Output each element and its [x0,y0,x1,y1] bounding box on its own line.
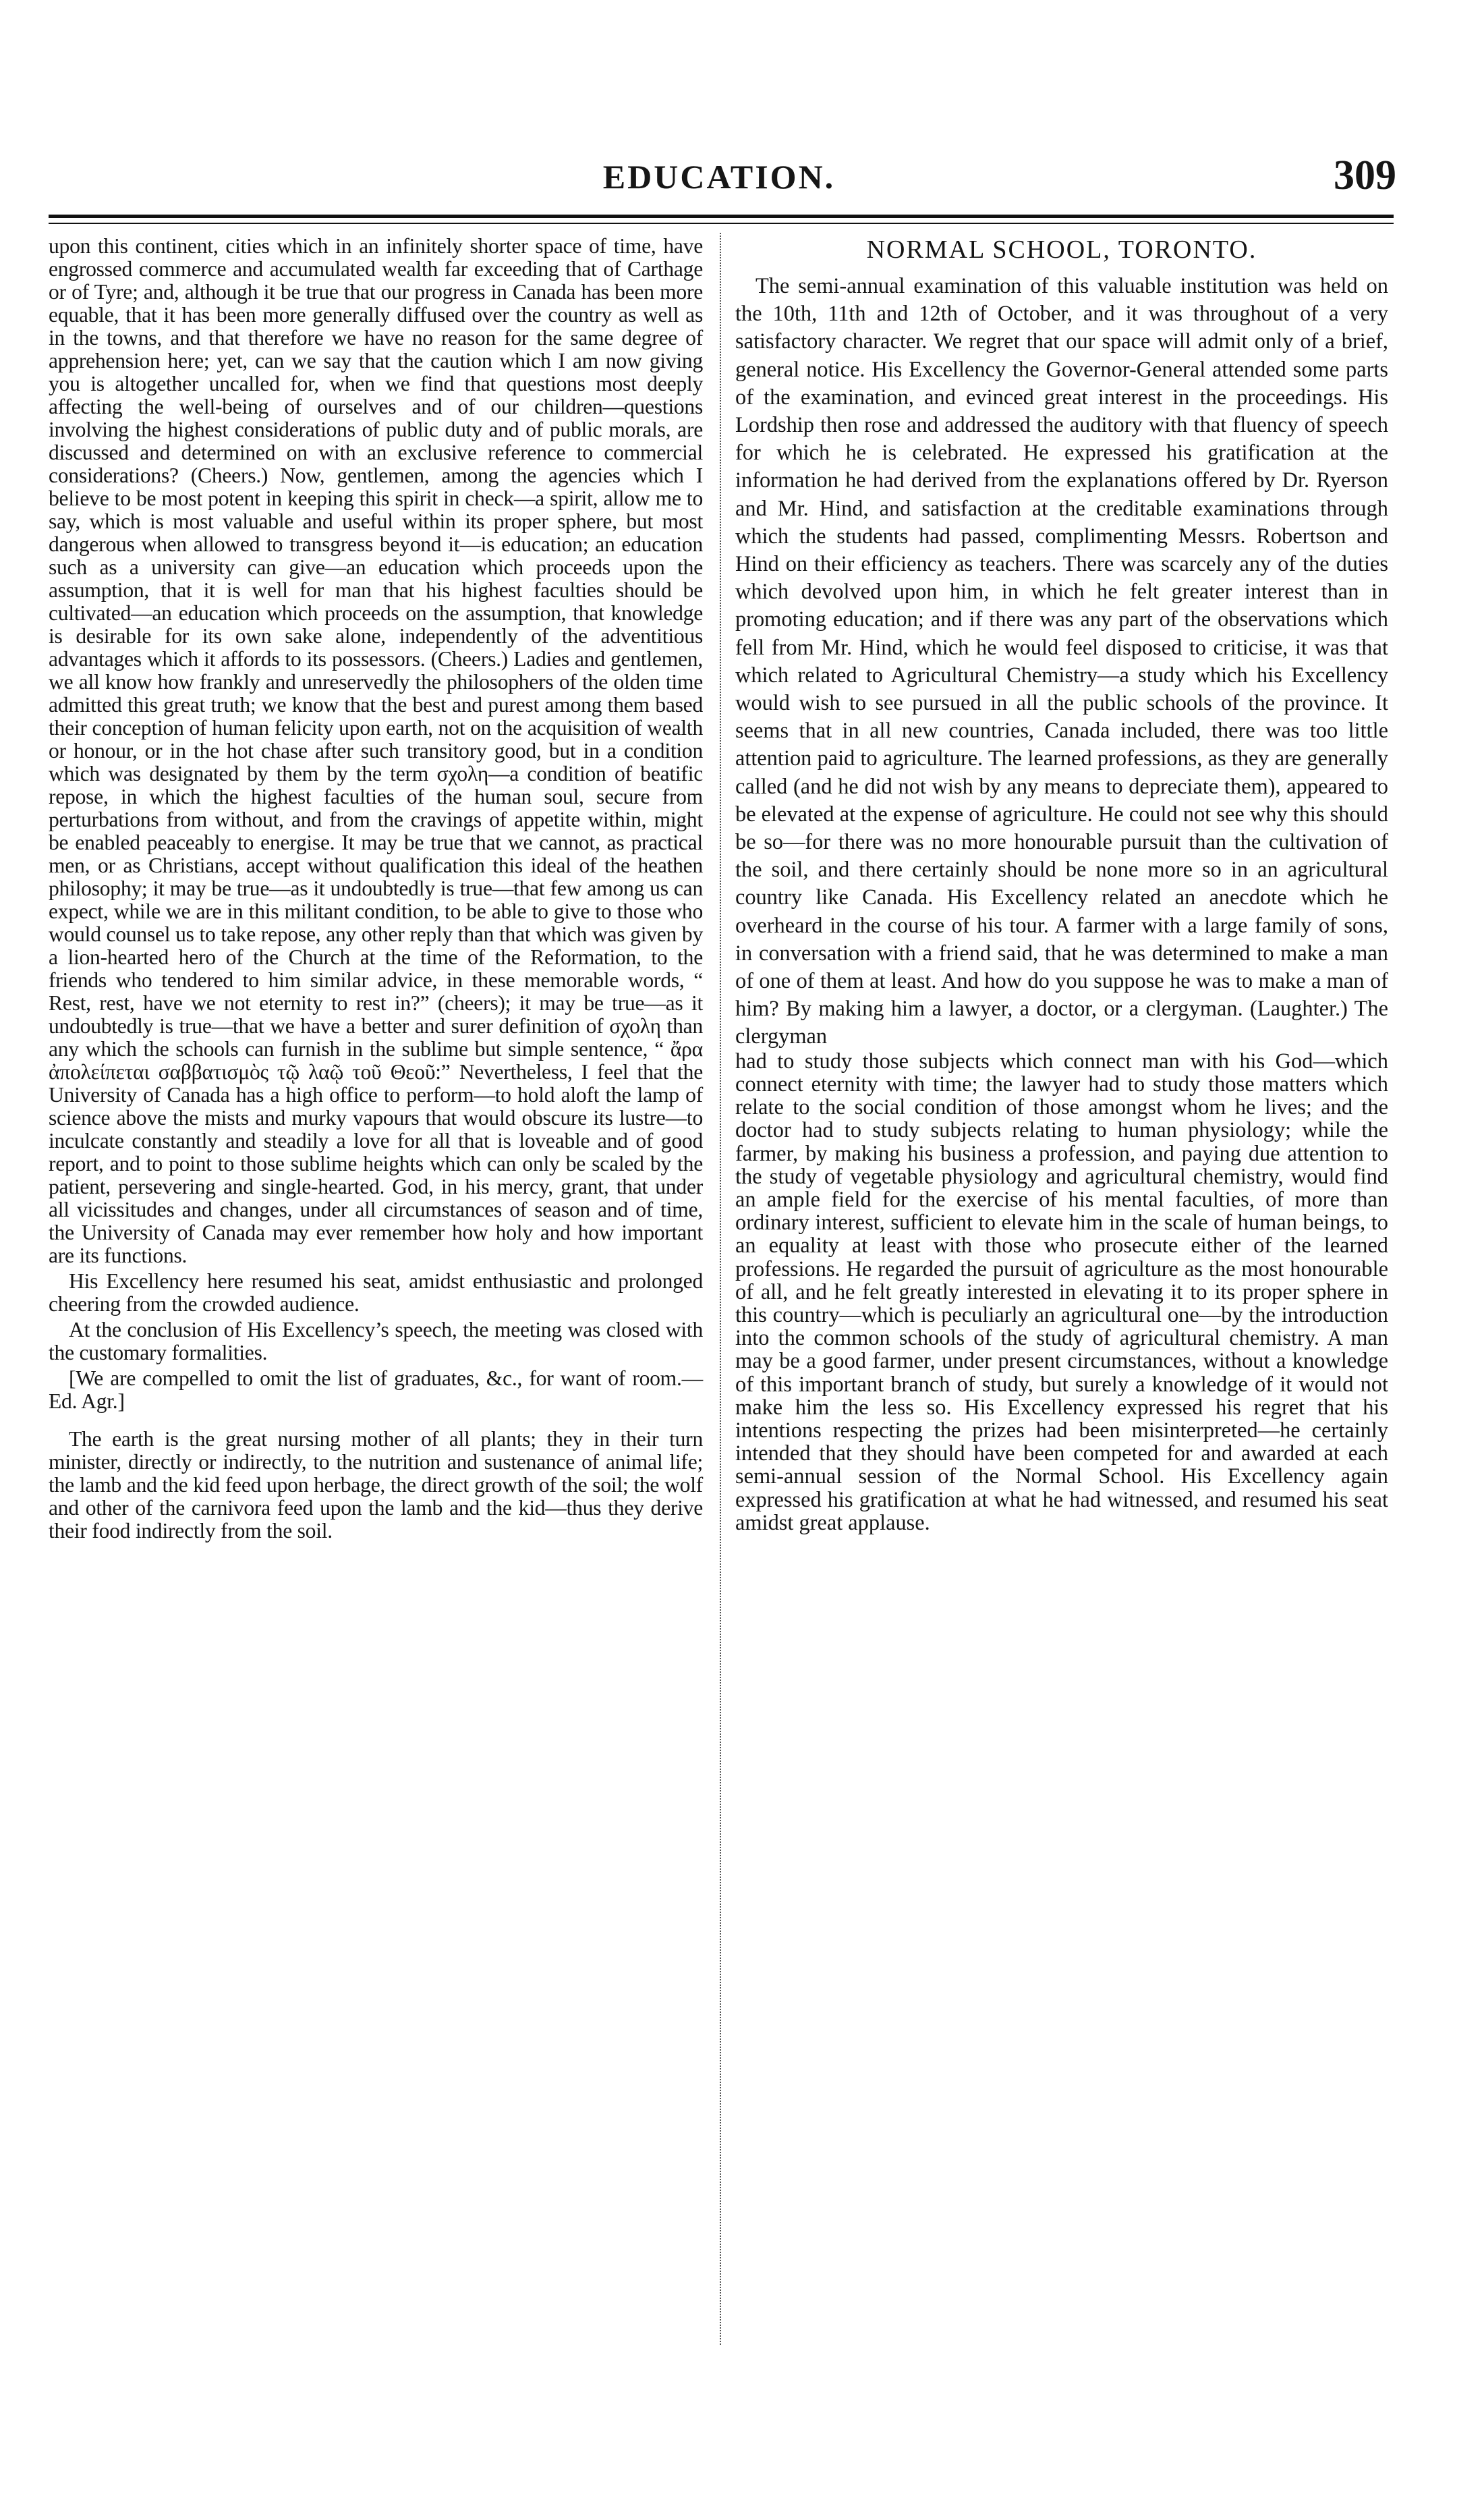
header-rule [49,215,1394,218]
column-divider [720,233,721,2345]
page-number: 309 [1334,152,1396,198]
running-head [42,152,1396,207]
left-column [49,235,703,1543]
normal-school-paragraph: The semi-annual examination of this valuable institution was held on the 10th, 11th and 12th of October, and it was throughout of a very satisfactory character. We regret that our space will admit only of a brief, general notice. His Excellency the Governor-General attended some parts of the examination, and evinced great interest in the proceedings. His Lordship then rose and addressed the auditory with that fluency of speech for which he is celebrated. He expressed his gratification at the information he had derived from the explanations offered by Dr. Ryerson and Mr. Hind, and satisfaction at the creditable examinations through which the students had passed, complimenting Messrs. Robertson and Hind on their efficiency as teachers. There was scarcely any of the duties which devolved upon him, in which he felt greater interest than in promoting education; and if there was any part of the observations which fell from Mr. Hind, which he would feel disposed to criticise, it was that which related to Agricultural Chemistry—a study which his Excellency would wish to see pursued in all the public schools of the province. It seems that in all new countries, Canada included, there was too little attention paid to agriculture. The learned professions, as they are generally called (and he did not wish by any means to depreciate them), appeared to be elevated at the expense of agriculture. He could not see why this should be so—for there was no more honourable pursuit than the cultivation of the soil, and there certainly should be none more so in an agricultural country like Canada. His Excellency related an anecdote which he overheard in the course of his tour. A farmer with a large family of sons, in conversation with a friend said, that he was determined to make a man of one of them at least. And how do you suppose he was to make a man of him? By making him a lawyer, a doctor, or a clergyman. (Laughter.) The clergyman [735,274,1388,1049]
editor-note: [We are compelled to omit the list of graduates, &c., for want of room.—Ed. Agr.] [49,1366,703,1413]
header-rule-thin [49,223,1394,224]
running-title: EDUCATION. [602,158,836,196]
meeting-closed-paragraph: At the conclusion of His Excellency’s speech, the meeting was closed with the customary formalities. [49,1318,703,1364]
right-column [735,235,1388,1534]
normal-school-paragraph-continued: had to study those subjects which connect man with his God—which connect eternity with time; the lawyer had to study those matters which relate to the social condition of those amongst whom he lives; and the doctor had to study subjects relating to human physiology; while the farmer, by making his business a profession, and paying due attention to the study of vegetable physiology and agricultural chemistry, would find an ample field for the exercise of his mental faculties, of more than ordinary interest, sufficient to elevate him in the scale of human beings, to an equality at least with those who prosecute either of the learned professions. He regarded the pursuit of agriculture as the most honourable of all, and he felt greatly interested in elevating it to its proper sphere in this country—which is peculiarly an agricultural one—by the introduction into the common schools of the study of agricultural chemistry. A man may be a good farmer, under present circumstances, without a knowledge of this important branch of study, but surely a knowledge of it would not make him the less so. His Excellency expressed his regret that his intentions respecting the prizes had been misinterpreted—he certainly intended that they should have been competed for and awarded at each semi-annual session of the Normal School. His Excellency again expressed his gratification at what he had witnessed, and resumed his seat amidst great applause. [735,1049,1388,1535]
earth-nursing-mother-paragraph: The earth is the great nursing mother of all plants; they in their turn minister, directly or indirectly, to the nutrition and sustenance of animal life; the lamb and the kid feed upon herbage, the direct growth of the soil; the wolf and other of the carnivora feed upon the lamb and the kid—thus they derive their food indirectly from the soil. [49,1427,703,1543]
article-heading: NORMAL SCHOOL, TORONTO. [866,235,1257,264]
convocation-speech-paragraph: upon this continent, cities which in an infinitely shorter space of time, have engrossed commerce and accumulated wealth far exceeding that of Carthage or of Tyre; and, although it be true that our progress in Canada has been more equable, that it has been more generally diffused over the country as well as in the towns, and that therefore we have no reason for the same degree of apprehension here; yet, can we say that the caution which I am now giving you is altogether uncalled for, when we find that questions most deeply affecting the well-being of ourselves and of our children—questions involving the highest considerations of public duty and of public morals, are discussed and determined on with an exclusive reference to commercial considerations? (Cheers.) Now, gentlemen, among the agencies which I believe to be most potent in keeping this spirit in check—a spirit, allow me to say, which is most valuable and useful within its proper sphere, but most dangerous when allowed to transgress beyond it—is education; an education such as a university can give—an education which proceeds upon the assumption, that it is well for man that his highest faculties should be cultivated—an education which proceeds on the assumption, that knowledge is desirable for its own sake alone, independently of the adventitious advantages which it affords to its possessors. (Cheers.) Ladies and gentlemen, we all know how frankly and unreservedly the philosophers of the olden time admitted this great truth; we know that the best and purest among them based their conception of human felicity upon earth, not on the acquisition of wealth or honour, or in the hot chase after such transitory good, but in a condition which was designated by them by the term σχολη—a condition of beatific repose, in which the highest faculties of the human soul, secure from perturbations from without, and from the cravings of appetite within, might be enabled peaceably to energise. It may be true that we cannot, as practical men, or as Christians, accept without qualification this ideal of the heathen philosophy; it may be true—as it undoubtedly is true—that few among us can expect, while we are in this militant condition, to be able to give to those who would counsel us to take repose, any other reply than that which was given by a lion-hearted hero of the Church at the time of the Reformation, to the friends who tendered to him similar advice, in these memorable words, “ Rest, rest, have we not eternity to rest in?” (cheers); it may be true—as it undoubtedly is true—that we have a better and surer definition of σχολη than any which the schools can furnish in the sublime but simple sentence, “ ἄρα ἀπολείπεται σαββατισμὸς τῷ λαῷ τοῦ Θεοῦ:” Nevertheless, I feel that the University of Canada has a high office to perform—to hold aloft the lamp of science above the mists and murky vapours that would obscure its lustre—to inculcate constantly and steadily a love for all that is loveable and of good report, and to point to those sublime heights which can only be scaled by the patient, persevering and single-hearted. God, in his mercy, grant, that under all vicissitudes and changes, under all circumstances of season and of time, the University of Canada may ever remember how holy and how important are its functions. [49,234,703,1267]
resumed-seat-paragraph: His Excellency here resumed his seat, amidst enthusiastic and prolonged cheering from the crowded audience. [49,1269,703,1316]
